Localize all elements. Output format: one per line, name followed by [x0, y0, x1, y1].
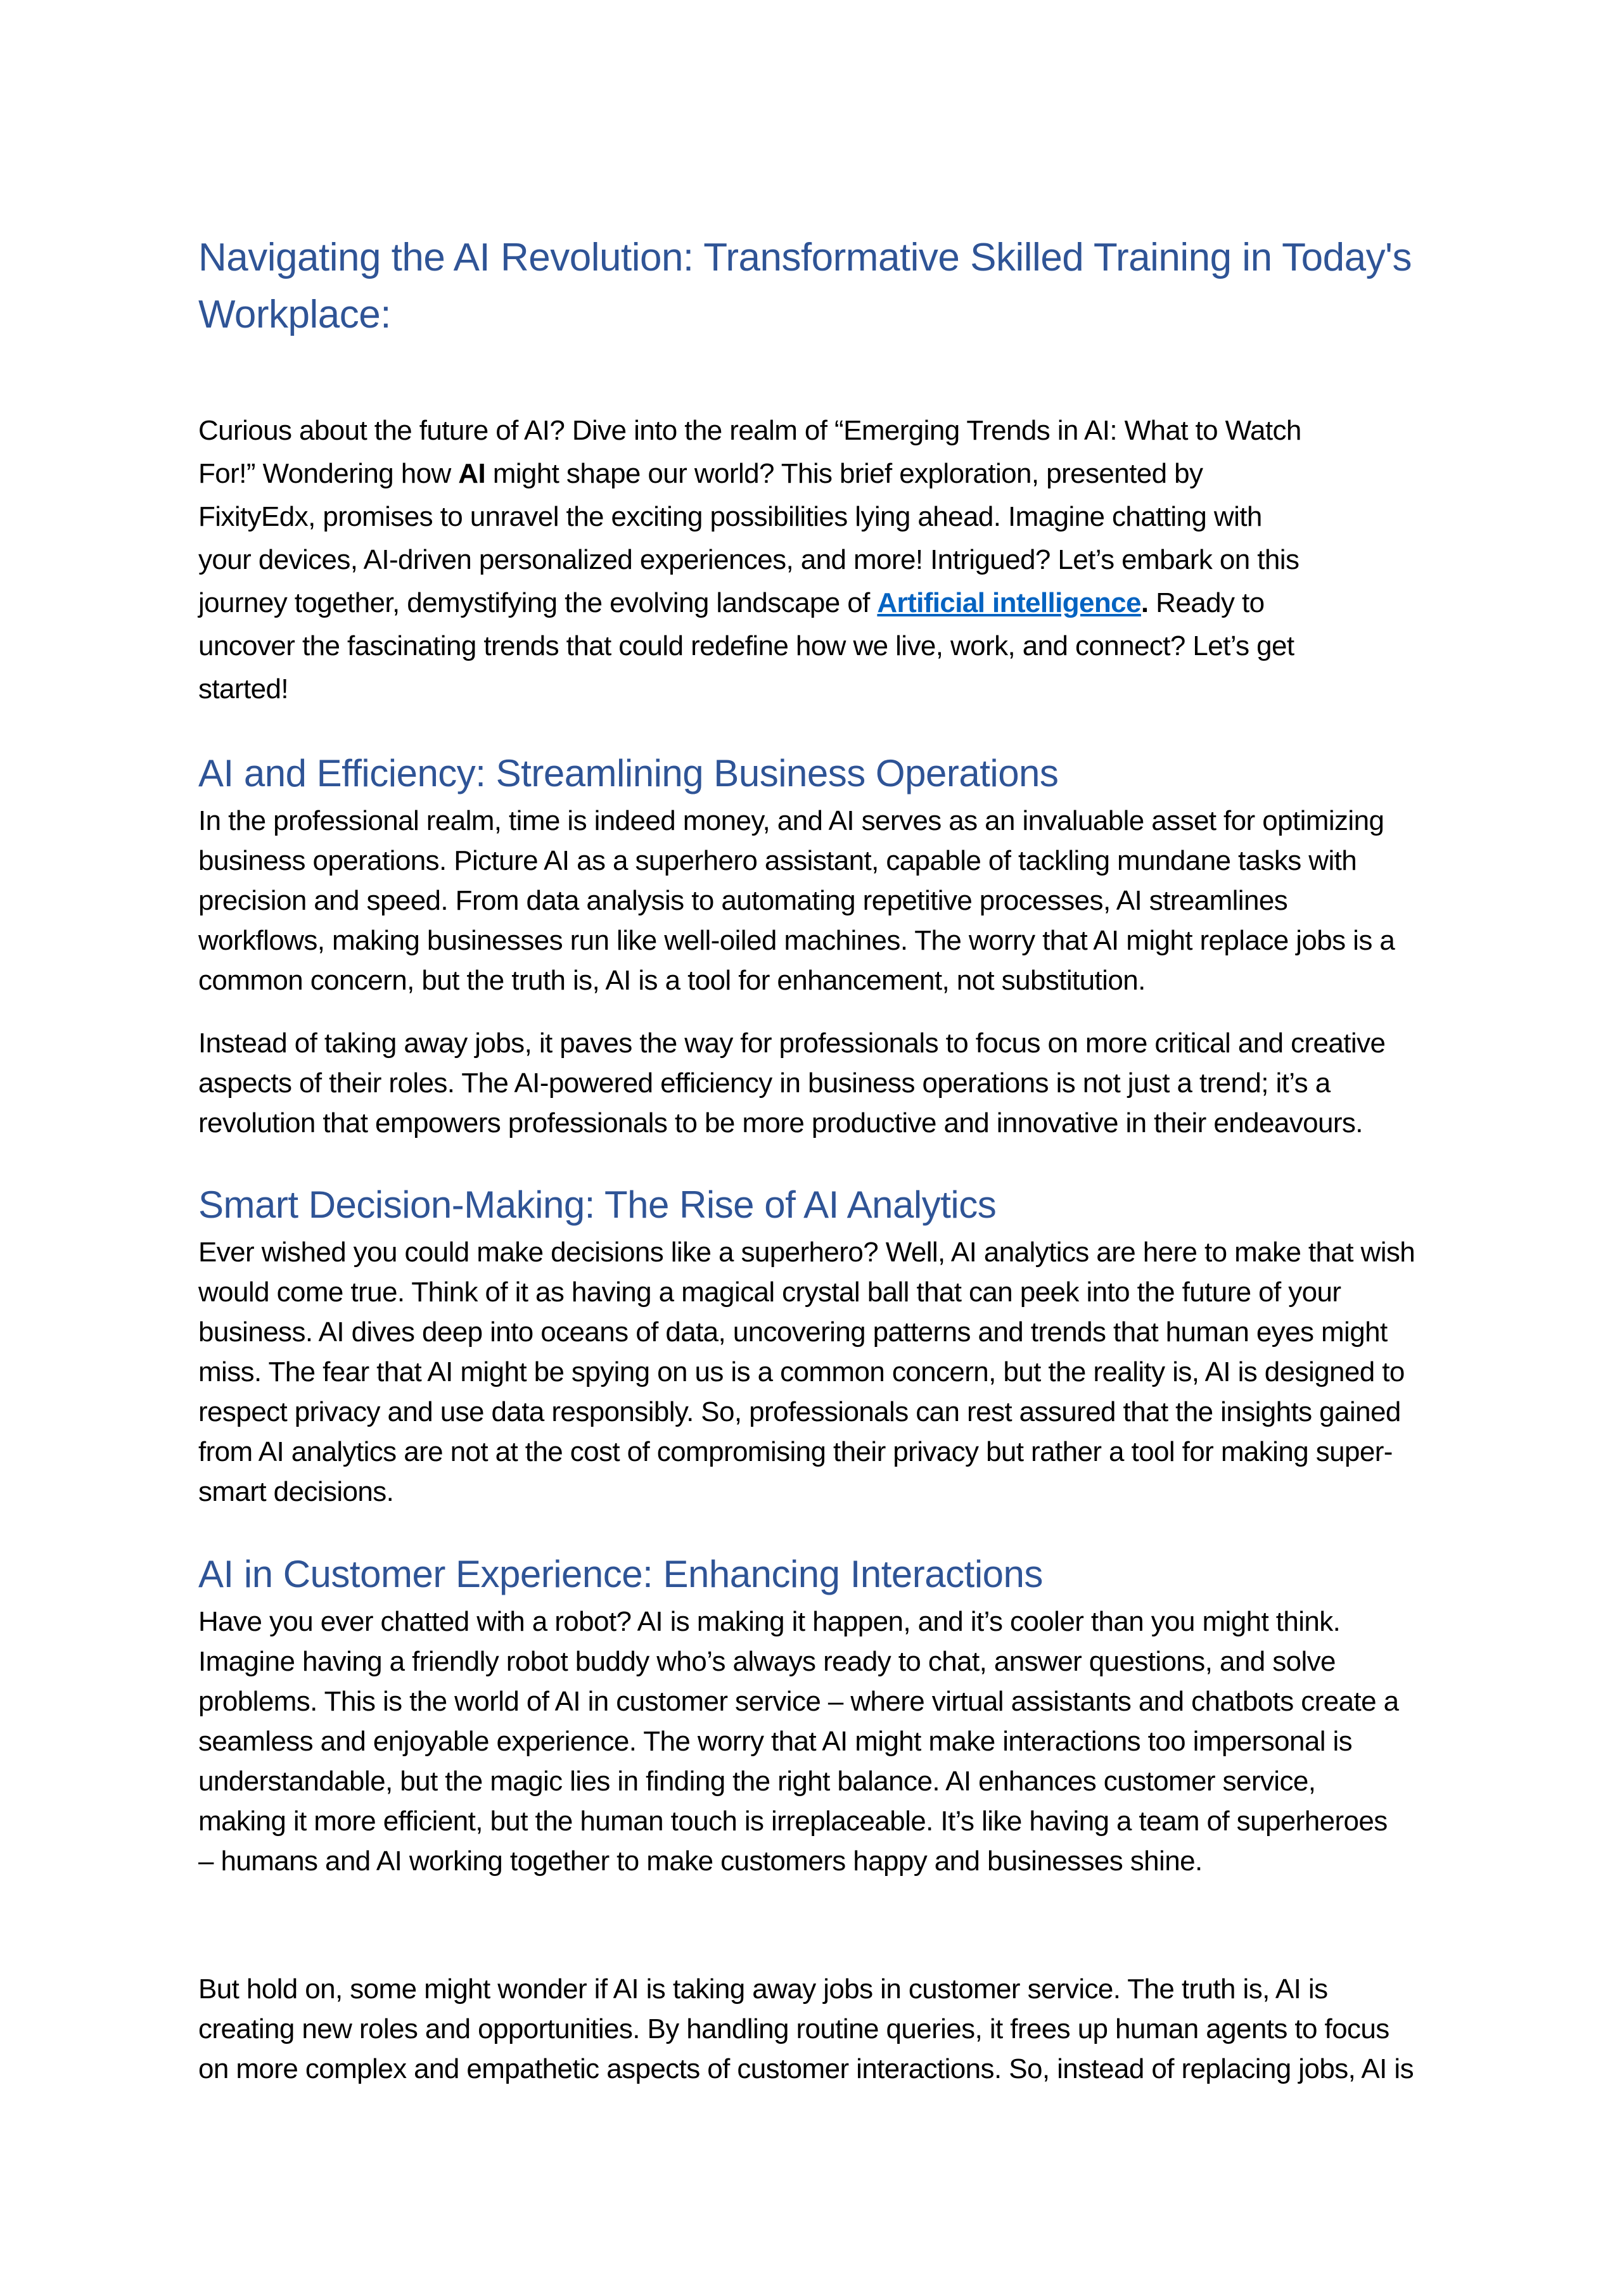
text-line: Imagine having a friendly robot buddy who’s always ready to chat, answer questions, and solve [198, 1646, 1336, 1677]
text-line: – humans and AI working together to make customers happy and businesses shine. [198, 1846, 1203, 1877]
section-paragraph [198, 1023, 1385, 1143]
title-line: Navigating the AI Revolution: Transformative Skilled Training in Today's [198, 236, 1412, 279]
text-line: creating new roles and opportunities. By handling routine queries, it frees up human agents to focus [198, 2013, 1389, 2044]
text-line: business. AI dives deep into oceans of data, uncovering patterns and trends that human eyes might [198, 1317, 1388, 1348]
artificial-intelligence-link[interactable]: Artificial intelligence [877, 587, 1141, 618]
text-line: making it more efficient, but the human touch is irreplaceable. It’s like having a team of superheroes [198, 1806, 1388, 1837]
text-line: revolution that empowers professionals to be more productive and innovative in their endeavours. [198, 1107, 1363, 1138]
text-line: But hold on, some might wonder if AI is taking away jobs in customer service. The truth is, AI is [198, 1974, 1328, 2005]
text-line: on more complex and empathetic aspects of customer interactions. So, instead of replacing jobs, AI is [198, 2053, 1414, 2084]
text-line: seamless and enjoyable experience. The worry that AI might make interactions too impersonal is [198, 1726, 1353, 1757]
text-line: Curious about the future of AI? Dive into the realm of “Emerging Trends in AI: What to Watch [198, 415, 1301, 446]
text-line [198, 582, 1301, 625]
text-line: would come true. Think of it as having a magical crystal ball that can peek into the future of your [198, 1277, 1341, 1308]
text-line: common concern, but the truth is, AI is a tool for enhancement, not substitution. [198, 965, 1146, 996]
text-run: For!” Wondering how [198, 458, 459, 489]
text-line: Instead of taking away jobs, it paves the way for professionals to focus on more critical and creative [198, 1028, 1386, 1059]
section-heading-efficiency: AI and Efficiency: Streamlining Business Operations [198, 752, 1059, 794]
bold-ai-text: AI [458, 458, 486, 489]
text-line: aspects of their roles. The AI-powered efficiency in business operations is not just a trend; it’s a [198, 1068, 1331, 1099]
title-line: Workplace: [198, 293, 391, 336]
text-line: respect privacy and use data responsibly. So, professionals can rest assured that the insights gained [198, 1396, 1401, 1427]
text-line: uncover the fascinating trends that could redefine how we live, work, and connect? Let’s get [198, 630, 1294, 661]
text-line: In the professional realm, time is indeed money, and AI serves as an invaluable asset for optimizing [198, 805, 1384, 836]
text-line: your devices, AI-driven personalized experiences, and more! Intrigued? Let’s embark on this [198, 544, 1300, 575]
text-line: workflows, making businesses run like well-oiled machines. The worry that AI might replace jobs is a [198, 925, 1395, 956]
section-paragraph [198, 1969, 1414, 2089]
text-line: smart decisions. [198, 1476, 394, 1507]
intro-paragraph [198, 409, 1301, 711]
text-line: Ever wished you could make decisions like a superhero? Well, AI analytics are here to make that wish [198, 1237, 1415, 1268]
text-run: might shape our world? This brief exploration, presented by [485, 458, 1203, 489]
text-line: miss. The fear that AI might be spying on us is a common concern, but the reality is, AI is designed to [198, 1356, 1405, 1387]
section-heading-decision-making: Smart Decision-Making: The Rise of AI Analytics [198, 1183, 997, 1226]
section-paragraph [198, 1232, 1415, 1512]
text-line: FixityEdx, promises to unravel the exciting possibilities lying ahead. Imagine chatting with [198, 501, 1262, 532]
text-line: understandable, but the magic lies in finding the right balance. AI enhances customer service, [198, 1766, 1316, 1797]
text-run: . [1140, 587, 1149, 618]
section-heading-customer-experience: AI in Customer Experience: Enhancing Interactions [198, 1553, 1043, 1595]
text-line: precision and speed. From data analysis to automating repetitive processes, AI streamlines [198, 885, 1288, 916]
text-line: started! [198, 673, 288, 705]
text-line: business operations. Picture AI as a superhero assistant, capable of tackling mundane tasks with [198, 845, 1357, 876]
section-paragraph [198, 801, 1395, 1000]
text-run: Ready to [1148, 587, 1265, 618]
text-line: from AI analytics are not at the cost of compromising their privacy but rather a tool for making super- [198, 1436, 1393, 1467]
text-line: Have you ever chatted with a robot? AI is making it happen, and it’s cooler than you might think. [198, 1606, 1341, 1637]
document-title [198, 229, 1412, 343]
text-run: journey together, demystifying the evolving landscape of [198, 587, 878, 618]
section-paragraph [198, 1602, 1398, 1881]
text-line: problems. This is the world of AI in customer service – where virtual assistants and chatbots create a [198, 1686, 1399, 1717]
text-line [198, 452, 1301, 495]
